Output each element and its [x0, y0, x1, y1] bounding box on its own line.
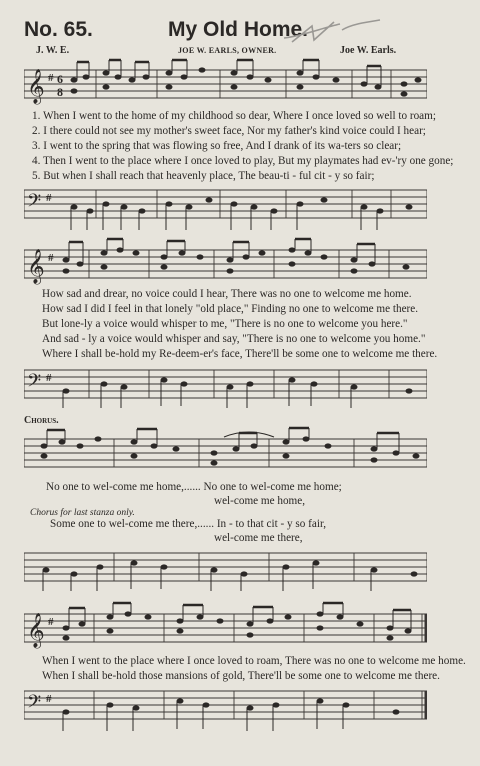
svg-text:#: #	[46, 693, 52, 705]
svg-text:#: #	[46, 192, 52, 204]
verse-3-line-2: But lone-ly a voice would whisper to me, "There is no one to welcome you here."	[42, 318, 408, 330]
svg-text:𝄞: 𝄞	[27, 614, 45, 647]
hymn-number: No. 65.	[24, 18, 93, 41]
composer-credit: Joe W. Earls.	[340, 45, 397, 56]
lyricist-credit: J. W. E.	[36, 45, 70, 56]
svg-text:𝄢: 𝄢	[27, 190, 42, 215]
treble-staff-final	[24, 600, 427, 655]
svg-text:𝄢: 𝄢	[27, 370, 42, 395]
bass-staff-1	[24, 182, 427, 237]
bass-staff-final	[24, 683, 427, 738]
chorus-line-2: Some one to wel-come me there,...... In - to that cit - y so fair,	[50, 518, 327, 530]
svg-text:𝄢: 𝄢	[27, 691, 42, 716]
treble-staff-1	[24, 56, 427, 116]
verse-1-line-2: How sad and drear, no voice could I hear, There was no one to welcome me home.	[42, 288, 412, 300]
svg-text:#: #	[48, 72, 54, 84]
verse-1-line-1: 1. When I went to the home of my childhood so dear, Where I once loved so well to roam;	[32, 110, 436, 122]
bass-staff-2	[24, 362, 427, 412]
chorus-label: Chorus.	[24, 415, 59, 426]
verse-2-line-2: How sad I did I feel in that lonely "old place," Finding no one to welcome me there.	[42, 303, 419, 315]
svg-text:6: 6	[57, 72, 63, 86]
bass-staff-chorus	[24, 545, 427, 595]
verse-4-line-1: 4. Then I went to the place where I once loved to play, But my playmates had ev-'ry one gone;	[32, 155, 454, 167]
svg-text:8: 8	[57, 85, 63, 99]
pencil-scribble	[282, 16, 382, 46]
chorus-line-1: No one to wel-come me home,...... No one to wel-come me home;	[46, 481, 342, 493]
treble-staff-2	[24, 236, 427, 292]
svg-text:𝄞: 𝄞	[27, 250, 45, 283]
svg-text:#: #	[46, 372, 52, 384]
hymn-title: My Old Home.	[168, 18, 309, 41]
copyright-owner: JOE W. EARLS, OWNER.	[178, 46, 277, 55]
verse-4-line-2: And sad - ly a voice would whisper and say, "There is no one to welcome you home."	[42, 333, 426, 345]
svg-text:#: #	[48, 616, 54, 628]
verse-3-line-1: 3. I went to the spring that was flowing so free, And I drank of its wa-ters so clear;	[32, 140, 402, 152]
chorus-instruction: Chorus for last stanza only.	[30, 508, 135, 518]
svg-text:𝄞: 𝄞	[27, 70, 45, 103]
chorus-line-2-alto: wel-come me there,	[214, 532, 303, 544]
verse-2-line-1: 2. I there could not see my mother's sweet face, Nor my father's kind voice could I hear;	[32, 125, 426, 137]
final-line-verse-5: When I shall be-hold those mansions of gold, There'll be some one to welcome me there.	[42, 670, 440, 682]
final-line-verse-4: When I went to the place where I once loved to roam, There was no one to welcome me home.	[42, 655, 466, 667]
svg-text:#: #	[48, 252, 54, 264]
verse-5-line-2: Where I shall be-hold my Re-deem-er's face, There'll be some one to welcome me there.	[42, 348, 438, 360]
chorus-line-1-alto: wel-come me home,	[214, 495, 306, 507]
treble-staff-chorus	[24, 425, 427, 481]
verse-5-line-1: 5. But when I shall reach that heavenly place, The beau-ti - ful cit - y so fair;	[32, 170, 375, 182]
